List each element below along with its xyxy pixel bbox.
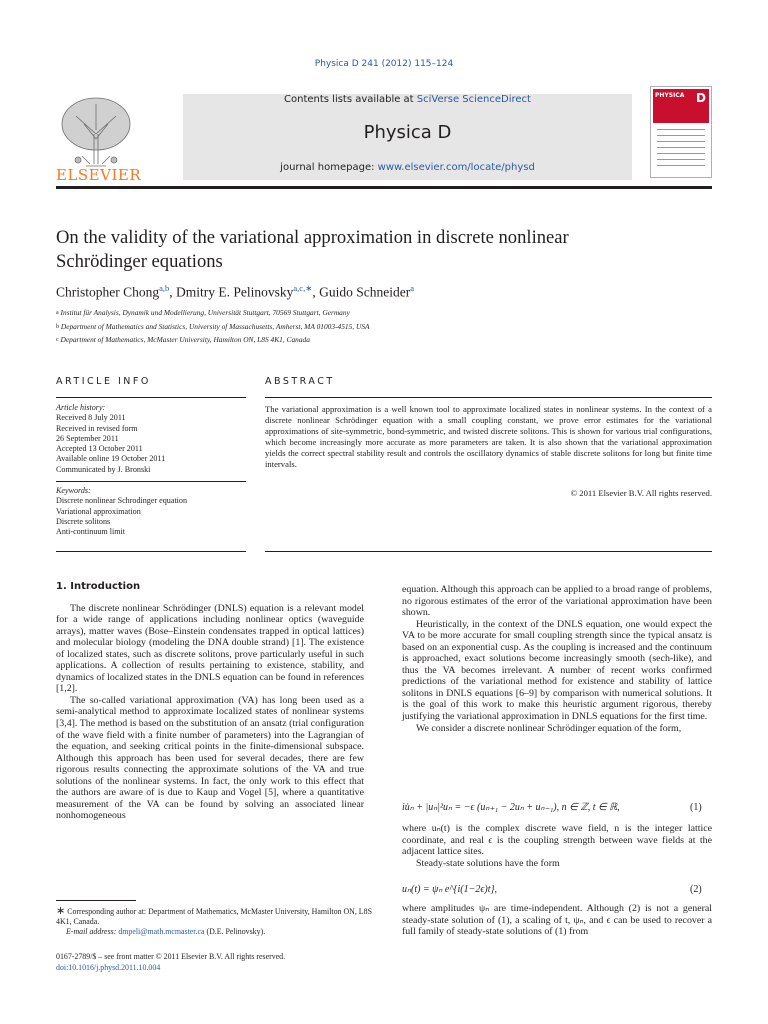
journal-cover-thumbnail[interactable] [650, 86, 712, 178]
right-column [402, 584, 712, 734]
body-paragraph: equation. Although this approach can be applied to a broad range of problems, no rigorous estimates of the error of the variational approximation have been shown. [402, 584, 712, 619]
history-item: Received in revised form [56, 423, 138, 433]
right-column-end [402, 903, 712, 938]
doi-link[interactable]: doi:10.1016/j.physd.2011.10.004 [56, 963, 161, 972]
abstract-rule [265, 397, 712, 398]
history-item: 26 September 2011 [56, 433, 119, 443]
journal-citation[interactable]: Physica D 241 (2012) 115–124 [314, 59, 454, 69]
article-title [56, 226, 712, 274]
title-line-2: Schrödinger equations [56, 251, 223, 272]
footnote-rule [56, 900, 136, 901]
cover-letter: D [696, 91, 706, 105]
author-affiliation-mark[interactable]: a,c,∗ [293, 283, 313, 293]
intro-paragraph: The so-called variational approximation (VA) has long been used as a semi-analytical method to approximate localized states of nonlinear systems [3,4]. The method is based on the substitution of an ansatz (trial configuration of the wave field with a finite number of parameters) into the Lagrangian of the equation, and seeking critical points in the finite-dimensional subspace. Although this approach has been used for several decades, there are few rigorous results connecting the approximate solutions of the VA and true solutions of the nonlinear systems. In fact, the only work to this effect that the authors are aware of is due to Kaup and Vogel [5], where a quantitative measurement of the VA can be found by solving an associated linear nonhomogeneous [56, 694, 364, 822]
cover-title: PHYSICA [655, 92, 685, 99]
left-column [56, 581, 364, 822]
contents-line [183, 94, 632, 105]
footnote-text: Corresponding author at: Department of Mathematics, McMaster University, Hamilton ON, L8S 4K1, Canada. [56, 907, 372, 926]
intro-paragraph: The discrete nonlinear Schrödinger (DNLS) equation is a relevant model for a wide range of applications including nonlinear optics (waveguide arrays), matter waves (Bose–Einstein condensates trapped in optical lattices) and molecular biology (modeling the DNA double strand) [1]. The existence of localized states, such as discrete solitons, prove particularly useful in such applications. A collection of results pertaining to existence, stability, and dynamics of localized states in the DNLS equation can be found in references [1,2]. [56, 602, 364, 695]
history-item: Accepted 13 October 2011 [56, 444, 143, 454]
article-info [56, 403, 246, 538]
body-paragraph: where amplitudes ψₙ are time-independent. Although (2) is not a general steady-state solution of (1), a scaling of t, ψₙ, and ϵ can be used to recover a full family of steady-state solutions of (1) from [402, 903, 712, 938]
title-line-1: On the validity of the variational approximation in discrete nonlinear [56, 227, 569, 248]
equation-2: uₙ(t) = ψₙ e^{i(1−2ϵ)t}, [402, 884, 498, 895]
keyword: Discrete nonlinear Schrodinger equation [56, 496, 188, 506]
abstract-copyright: © 2011 Elsevier B.V. All rights reserved. [570, 488, 712, 498]
history-label: Article history: [56, 403, 106, 412]
author-name: Guido Schneider [319, 284, 411, 300]
email-link[interactable]: dmpeli@math.mcmaster.ca [118, 927, 205, 936]
equation-1-number: (1) [690, 802, 702, 813]
homepage-link[interactable]: www.elsevier.com/locate/physd [377, 162, 535, 173]
history-item: Received 8 July 2011 [56, 413, 126, 423]
section-title-introduction: 1. Introduction [56, 581, 141, 592]
body-paragraph: where uₙ(t) is the complex discrete wave field, n is the integer lattice coordinate, and real ϵ is the coupling strength between wave fields at the adjacent lattice sites. [402, 823, 712, 858]
info-divider [56, 481, 246, 482]
journal-header [183, 94, 632, 180]
author-name: Christopher Chong [56, 284, 160, 300]
contents-prefix: Contents lists available at [284, 94, 417, 105]
article-info-rule [56, 397, 246, 398]
author-list: Christopher Chong$^{a,b}$, Dmitry E. Pelinovsky$^{a,c,∗}$, Guido Schneider$^a$ [56, 283, 414, 300]
history-item: Available online 19 October 2011 [56, 454, 166, 464]
issn-line: 0167-2789/$ – see front matter © 2011 Elsevier B.V. All rights reserved. [56, 952, 286, 961]
footnote-mark: ∗ [56, 905, 66, 917]
email-label: E-mail address: [66, 927, 119, 936]
article-info-bottom-rule [56, 551, 246, 552]
body-paragraph: We consider a discrete nonlinear Schrödinger equation of the form, [416, 722, 682, 734]
journal-name: Physica D [363, 122, 452, 143]
equation-2-number: (2) [690, 884, 702, 895]
equation-1: iu̇ₙ + |uₙ|²uₙ = −ϵ (uₙ₊₁ − 2uₙ + uₙ₋₁), n ∈ ℤ, t ∈ ℝ, [402, 802, 620, 813]
author-affiliation-mark[interactable]: a,b [159, 283, 170, 293]
right-column-continued [402, 823, 712, 869]
body-paragraph: Heuristically, in the context of the DNLS equation, one would expect the VA to be more accurate for small coupling strength since the typical ansatz is based on an exponential cusp. As the coupling is increased and the continuum is approached, exact solutions become increasingly smooth (sech-like), and thus the VA becomes irrelevant. A number of recent works confirmed predictions of the variational method for existence and stability of lattice solitons in DNLS equations [6–9] by comparison with numerical solutions. It is the goal of this work to make this heuristic argument rigorous, thereby justifying the variational approximation in DNLS equations for the first time. [402, 618, 712, 723]
abstract-bottom-rule [265, 551, 712, 552]
keyword: Anti-continuum limit [56, 527, 126, 537]
sciencedirect-link[interactable]: SciVerse ScienceDirect [416, 94, 531, 105]
body-paragraph: Steady-state solutions have the form [416, 857, 560, 869]
keyword: Discrete solitons [56, 516, 111, 526]
header-rule [56, 186, 712, 189]
affiliation: $^b$ Department of Mathematics and Statistics, University of Massachusetts, Amherst, MA 01003-4515, USA [56, 322, 370, 331]
abstract-text: The variational approximation is a well known tool to approximate localized states in nonlinear systems. In the context of a discrete nonlinear Schrödinger equation with a small coupling constant, we prove error estimates for the variational approximations of site-symmetric, bond-symmetric, and twisted discrete solitons. This is shown for various trial configurations, which become increasingly more accurate as more parameters are taken. It is also shown that the variational approximation yields the correct spectral stability result and controls the oscillatory dynamics of stable discrete solitons for long but finite time intervals. [265, 404, 712, 469]
keywords-label: Keywords: [56, 486, 91, 496]
affiliation: $^a$ Institut für Analysis, Dynamik und Modellierung, Universität Stuttgart, 70569 Stuttgart, Germany [56, 308, 350, 317]
cover-band [653, 89, 709, 123]
author-name: Dmitry E. Pelinovsky [176, 284, 294, 300]
author-affiliation-mark[interactable]: a [410, 283, 414, 293]
corresponding-author-footnote: ∗ Corresponding author at: Department of Mathematics, McMaster University, Hamilton ON, L8S 4K1, Canada. E-mail address: dmpeli@math.mcmaster.ca (D.E. Pelinovsky). [56, 905, 372, 936]
elsevier-wordmark[interactable]: ELSEVIER [56, 166, 142, 184]
article-info-heading: ARTICLE INFO [56, 376, 151, 387]
homepage-prefix: journal homepage: [280, 162, 378, 173]
homepage-line [183, 162, 632, 173]
affiliation: $^c$ Department of Mathematics, McMaster University, Hamilton ON, L8S 4K1, Canada [56, 335, 310, 344]
keyword: Variational approximation [56, 506, 141, 516]
history-item: Communicated by J. Bronski [56, 464, 151, 474]
abstract-heading: ABSTRACT [265, 376, 335, 387]
